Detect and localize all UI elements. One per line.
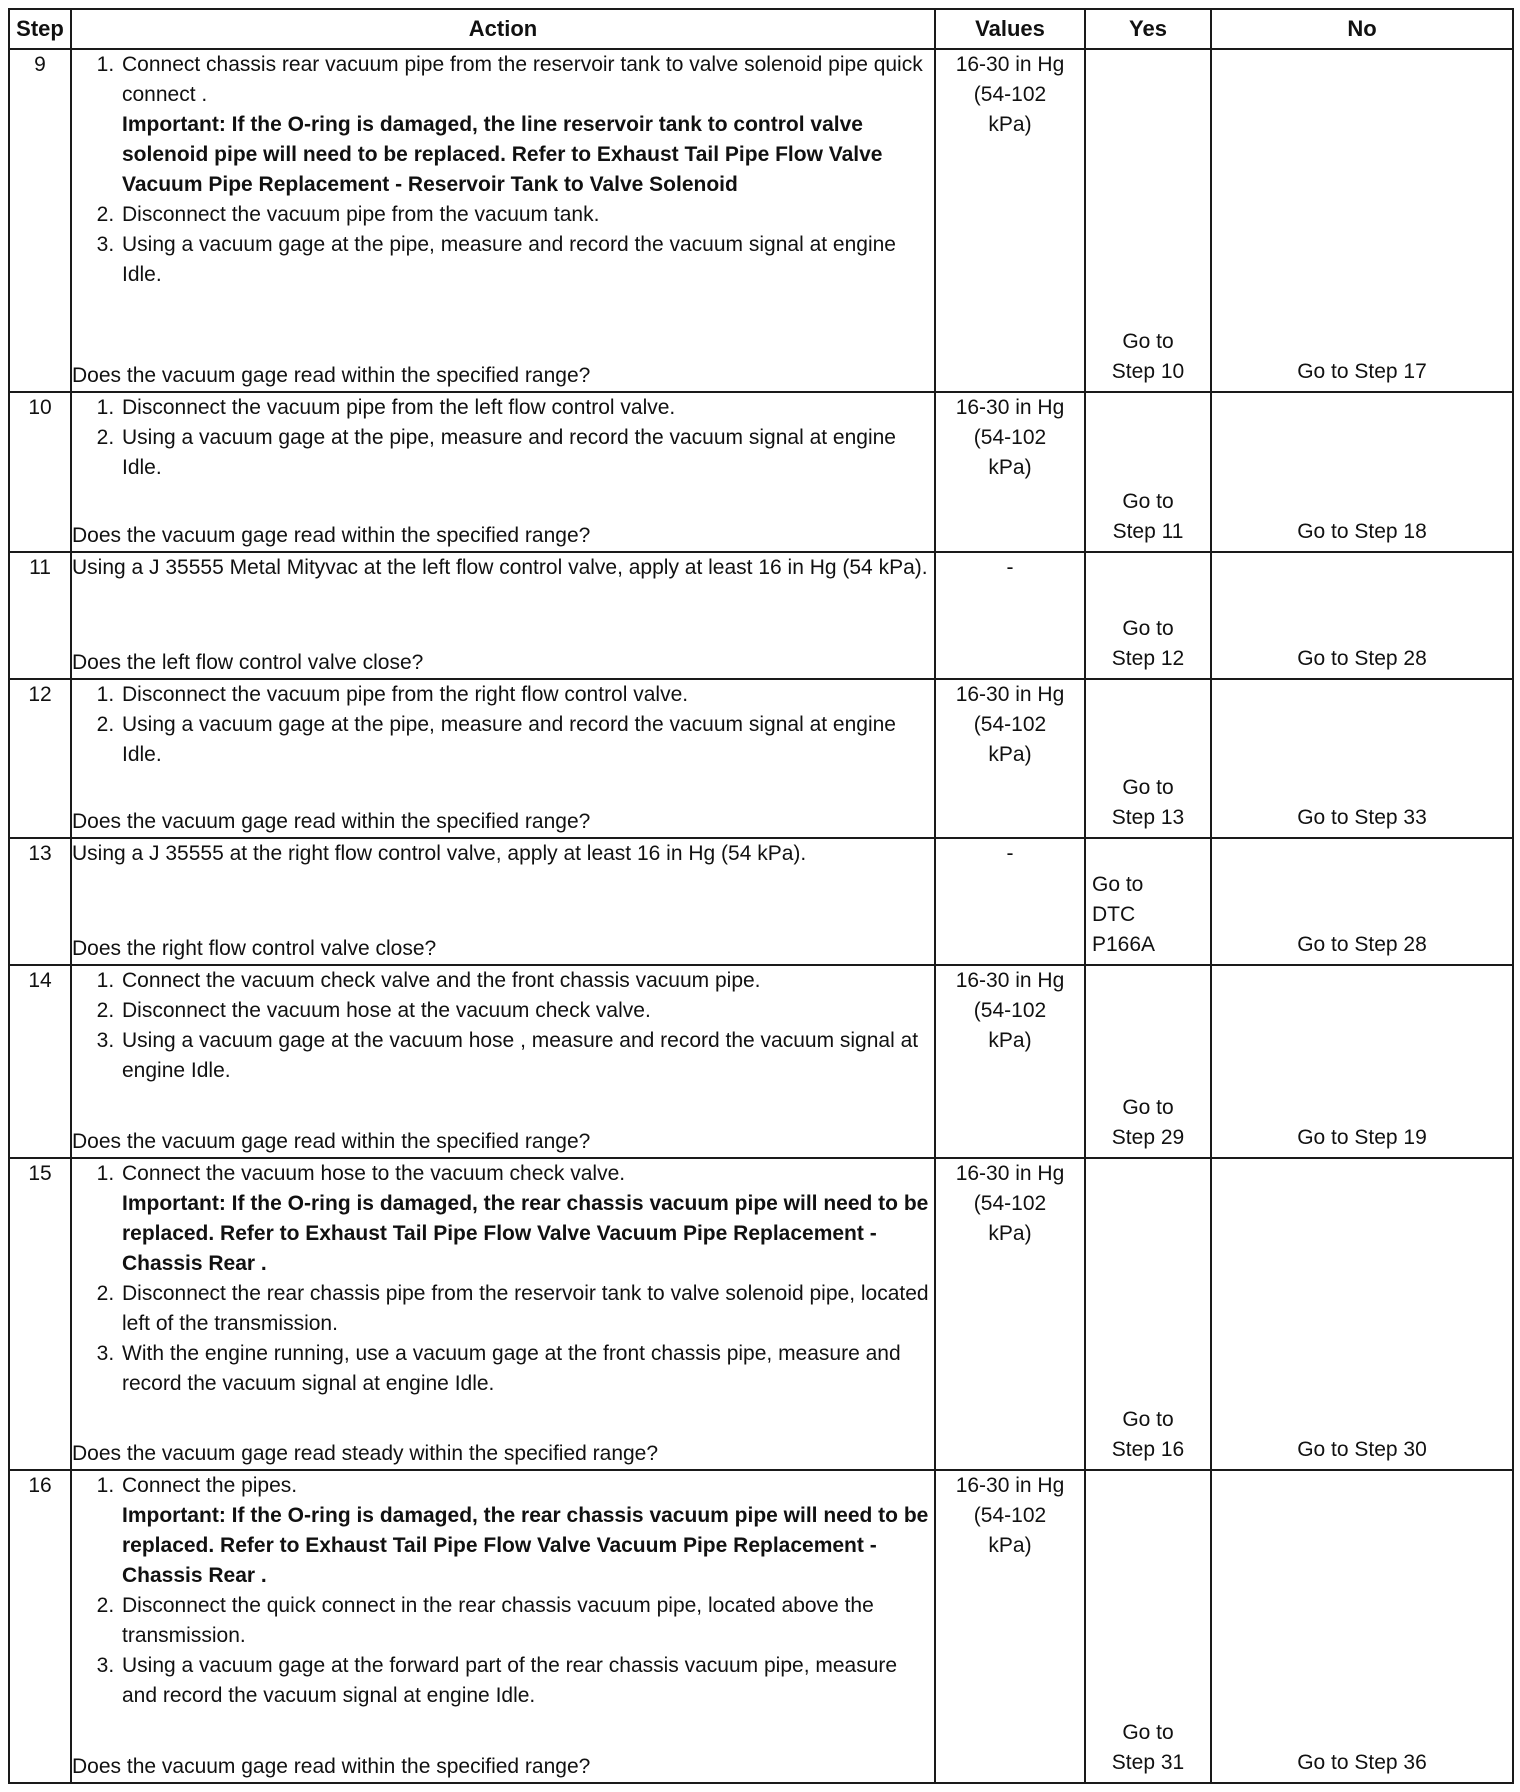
value-line: 16-30 in Hg <box>955 396 1065 420</box>
action-step <box>120 50 934 200</box>
yes-cell <box>1085 1470 1211 1783</box>
action-step <box>120 996 934 1026</box>
step-cell: 15 <box>9 1158 71 1471</box>
action-question: Does the left flow control valve close? <box>72 650 424 674</box>
action-content <box>72 553 934 678</box>
action-step-text: Disconnect the vacuum pipe from the right flow control valve. <box>122 682 689 706</box>
yes-cell <box>1085 965 1211 1158</box>
header-no: No <box>1211 9 1513 49</box>
yes-cell <box>1085 679 1211 839</box>
yes-line: Step 10 <box>1111 360 1185 384</box>
action-steps-list <box>72 1471 934 1711</box>
yes-line: Go to <box>1122 490 1174 514</box>
value-line: 16-30 in Hg <box>955 682 1065 706</box>
action-step <box>120 1159 934 1279</box>
no-cell <box>1211 1158 1513 1471</box>
step-cell: 12 <box>9 679 71 839</box>
table-row <box>9 838 1513 965</box>
yes-line: Go to <box>1122 330 1174 354</box>
action-steps-list <box>72 50 934 290</box>
header-step: Step <box>9 9 71 49</box>
no-text: Go to Step 19 <box>1297 1125 1427 1149</box>
no-text: Go to Step 33 <box>1297 806 1427 830</box>
yes-cell <box>1085 392 1211 552</box>
action-content <box>72 839 934 964</box>
action-question: Does the vacuum gage read within the specified range? <box>72 1755 591 1778</box>
yes-line: Step 12 <box>1111 646 1185 670</box>
yes-line: Go to <box>1122 1721 1174 1744</box>
action-cell <box>71 1158 935 1471</box>
no-cell <box>1211 392 1513 552</box>
yes-content <box>1086 1718 1210 1778</box>
table-row <box>9 392 1513 552</box>
action-question: Does the vacuum gage read within the specified range? <box>72 1129 591 1153</box>
action-intro: Using a J 35555 at the right flow control valve, apply at least 16 in Hg (54 kPa). <box>72 842 807 866</box>
table-row <box>9 1158 1513 1471</box>
yes-line: DTC <box>1092 903 1136 927</box>
value-line: - <box>1006 556 1014 580</box>
value-line: kPa) <box>988 1221 1032 1245</box>
action-step <box>120 1279 934 1339</box>
action-question: Does the vacuum gage read within the specified range? <box>72 810 591 834</box>
action-steps-list <box>72 393 934 483</box>
values-cell <box>935 965 1085 1158</box>
yes-line: Go to <box>1092 873 1144 897</box>
value-line: (54-102 <box>973 1504 1047 1528</box>
value-line: (54-102 <box>973 999 1047 1023</box>
table-header <box>9 9 1513 49</box>
yes-cell <box>1085 49 1211 392</box>
yes-line: Go to <box>1122 1095 1174 1119</box>
yes-content <box>1086 614 1210 674</box>
table-row <box>9 49 1513 392</box>
action-step-text: Connect the vacuum check valve and the front chassis vacuum pipe. <box>122 969 761 993</box>
action-steps-list <box>72 1159 934 1399</box>
yes-cell <box>1085 552 1211 679</box>
action-steps-list <box>72 680 934 770</box>
yes-content <box>1086 1405 1210 1465</box>
action-steps-list <box>72 966 934 1086</box>
no-cell <box>1211 838 1513 965</box>
action-step-text: Using a vacuum gage at the pipe, measure and record the vacuum signal at engine Idle. <box>122 233 896 286</box>
action-step <box>120 200 934 230</box>
value-line: 16-30 in Hg <box>955 53 1065 76</box>
value-line: 16-30 in Hg <box>955 1161 1065 1185</box>
value-line: kPa) <box>988 1534 1032 1558</box>
action-cell <box>71 552 935 679</box>
action-step-text: Using a vacuum gage at the pipe, measure and record the vacuum signal at engine Idle. <box>122 426 896 480</box>
action-step-text: Connect the vacuum hose to the vacuum check valve. <box>122 1161 626 1185</box>
action-step-text: With the engine running, use a vacuum gage at the front chassis pipe, measure and record the vacuum signal at engine Idle. <box>122 1341 901 1395</box>
action-content <box>72 680 934 838</box>
yes-content <box>1092 870 1210 960</box>
no-cell <box>1211 49 1513 392</box>
action-step <box>120 966 934 996</box>
action-step <box>120 680 934 710</box>
yes-line: Go to <box>1122 616 1174 640</box>
action-cell <box>71 965 935 1158</box>
yes-content <box>1086 327 1210 387</box>
action-step <box>120 230 934 290</box>
no-text: Go to Step 17 <box>1297 360 1427 384</box>
important-note: Important: If the O-ring is damaged, the rear chassis vacuum pipe will need to be replaced. Refer to Exhaust Tail Pipe Flow Valve Vacuum Pipe Replacement - Chassis Rear . <box>122 1191 929 1275</box>
action-step <box>120 1026 934 1086</box>
step-cell: 11 <box>9 552 71 679</box>
yes-cell <box>1085 838 1211 965</box>
action-cell <box>71 49 935 392</box>
yes-line: Step 16 <box>1111 1438 1185 1462</box>
value-line: (54-102 <box>973 426 1047 450</box>
important-note: Important: If the O-ring is damaged, the line reservoir tank to control valve solenoid pipe will need to be replaced. Refer to Exhaust Tail Pipe Flow Valve Vacuum Pipe Replacement - Reservoir Tank to Valve Solenoid <box>122 113 883 196</box>
yes-content <box>1086 1093 1210 1153</box>
no-text: Go to Step 28 <box>1297 933 1427 957</box>
value-line: - <box>1006 842 1014 866</box>
header-row <box>9 9 1513 49</box>
action-step <box>120 710 934 770</box>
no-cell <box>1211 679 1513 839</box>
no-cell <box>1211 965 1513 1158</box>
value-line: kPa) <box>988 113 1032 136</box>
yes-content <box>1086 773 1210 833</box>
no-text: Go to Step 28 <box>1297 646 1427 670</box>
yes-line: Step 13 <box>1111 806 1185 830</box>
values-cell <box>935 679 1085 839</box>
action-step <box>120 1339 934 1399</box>
yes-line: Step 29 <box>1111 1125 1185 1149</box>
values-cell <box>935 1470 1085 1783</box>
action-step-text: Disconnect the vacuum pipe from the left flow control valve. <box>122 396 676 420</box>
yes-line: Go to <box>1122 1408 1174 1432</box>
action-step-text: Connect the pipes. <box>122 1474 298 1498</box>
action-step <box>120 1471 934 1591</box>
action-step <box>120 423 934 483</box>
action-cell <box>71 679 935 839</box>
yes-line: Step 11 <box>1112 520 1184 544</box>
no-text: Go to Step 36 <box>1297 1751 1427 1774</box>
values-cell <box>935 552 1085 679</box>
action-question: Does the vacuum gage read steady within the specified range? <box>72 1442 659 1466</box>
action-step <box>120 1651 934 1711</box>
values-cell <box>935 1158 1085 1471</box>
value-line: (54-102 <box>973 712 1047 736</box>
table-row <box>9 965 1513 1158</box>
value-line: kPa) <box>988 456 1032 480</box>
header-action: Action <box>71 9 935 49</box>
action-step-text: Using a vacuum gage at the pipe, measure and record the vacuum signal at engine Idle. <box>122 712 896 766</box>
value-line: (54-102 <box>973 1191 1047 1215</box>
values-cell <box>935 838 1085 965</box>
action-question: Does the right flow control valve close? <box>72 937 437 961</box>
diagnostic-table <box>8 8 1514 1784</box>
step-cell: 10 <box>9 392 71 552</box>
yes-content <box>1086 487 1210 547</box>
value-line: kPa) <box>988 742 1032 766</box>
no-cell <box>1211 1470 1513 1783</box>
values-cell <box>935 392 1085 552</box>
table-row <box>9 679 1513 839</box>
action-content <box>72 1471 934 1782</box>
action-step-text: Using a vacuum gage at the forward part of the rear chassis vacuum pipe, measure and record the vacuum signal at engine Idle. <box>122 1654 898 1708</box>
important-note: Important: If the O-ring is damaged, the rear chassis vacuum pipe will need to be replaced. Refer to Exhaust Tail Pipe Flow Valve Vacuum Pipe Replacement - Chassis Rear . <box>122 1504 929 1588</box>
action-question: Does the vacuum gage read within the specified range? <box>72 524 591 548</box>
action-step-text: Disconnect the rear chassis pipe from the reservoir tank to valve solenoid pipe, located left of the transmission. <box>122 1281 929 1335</box>
action-cell <box>71 1470 935 1783</box>
action-content <box>72 393 934 551</box>
header-yes: Yes <box>1085 9 1211 49</box>
value-line: kPa) <box>988 1029 1032 1053</box>
value-line: (54-102 <box>973 83 1047 106</box>
header-values: Values <box>935 9 1085 49</box>
step-cell: 9 <box>9 49 71 392</box>
action-step-text: Disconnect the quick connect in the rear chassis vacuum pipe, located above the transmission. <box>122 1594 874 1648</box>
action-step-text: Connect chassis rear vacuum pipe from the reservoir tank to valve solenoid pipe quick connect . <box>122 53 923 106</box>
action-step-text: Using a vacuum gage at the vacuum hose , measure and record the vacuum signal at engine Idle. <box>122 1029 919 1083</box>
step-cell: 14 <box>9 965 71 1158</box>
table-body <box>9 49 1513 1783</box>
no-text: Go to Step 30 <box>1297 1438 1427 1462</box>
step-cell: 13 <box>9 838 71 965</box>
step-cell: 16 <box>9 1470 71 1783</box>
values-cell <box>935 49 1085 392</box>
action-cell <box>71 392 935 552</box>
yes-cell <box>1085 1158 1211 1471</box>
action-cell <box>71 838 935 965</box>
action-step-text: Disconnect the vacuum pipe from the vacuum tank. <box>122 203 600 226</box>
value-line: 16-30 in Hg <box>955 969 1065 993</box>
action-content <box>72 50 934 391</box>
action-content <box>72 1159 934 1470</box>
action-content <box>72 966 934 1157</box>
action-intro: Using a J 35555 Metal Mityvac at the left flow control valve, apply at least 16 in Hg (54 kPa). <box>72 556 928 580</box>
action-step-text: Disconnect the vacuum hose at the vacuum check valve. <box>122 999 651 1023</box>
action-question: Does the vacuum gage read within the specified range? <box>72 364 591 388</box>
yes-line: Go to <box>1122 776 1174 800</box>
no-cell <box>1211 552 1513 679</box>
action-step <box>120 393 934 423</box>
table-row <box>9 552 1513 679</box>
yes-line: P166A <box>1092 933 1156 957</box>
value-line: 16-30 in Hg <box>955 1474 1065 1498</box>
table-row <box>9 1470 1513 1783</box>
action-step <box>120 1591 934 1651</box>
yes-line: Step 31 <box>1111 1751 1185 1774</box>
no-text: Go to Step 18 <box>1297 520 1427 544</box>
